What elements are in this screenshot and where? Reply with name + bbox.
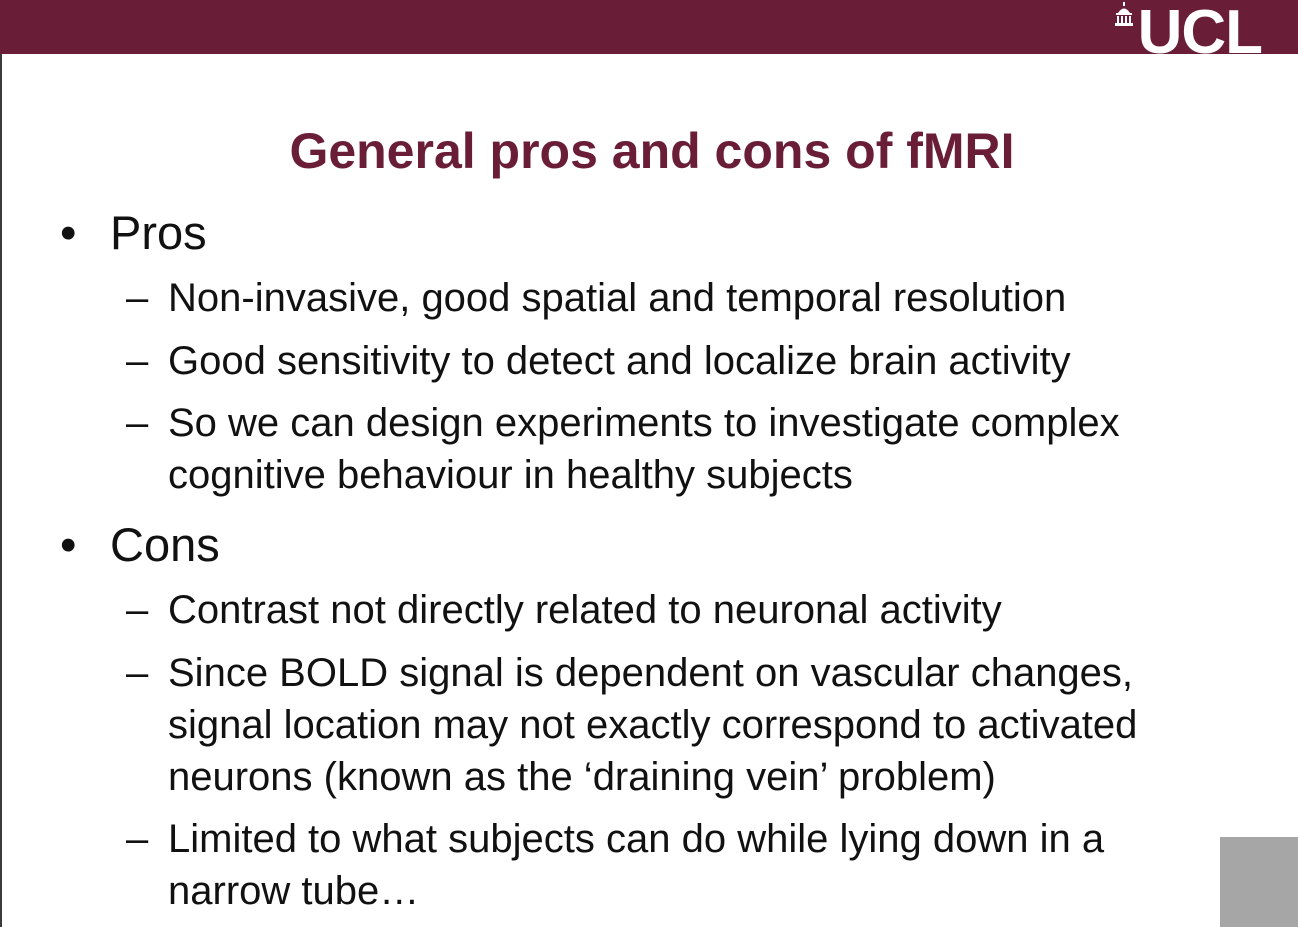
list-item [126, 647, 1236, 803]
slide-nav-overlay [1220, 837, 1298, 927]
list-item [126, 272, 1236, 324]
list-item-text: So we can design experiments to investigate complex cognitive behaviour in healthy subjects [168, 401, 1120, 497]
list-item-text: Since BOLD signal is dependent on vascular changes, signal location may not exactly correspond to activated neurons (known as the ‘draining vein’ problem) [168, 651, 1138, 799]
ucl-logo [1114, 0, 1262, 54]
list-item [126, 397, 1236, 501]
list-item-text: Limited to what subjects can do while lying down in a narrow tube… [168, 817, 1105, 913]
dash-marker: – [126, 339, 149, 383]
dash-marker: – [126, 401, 149, 445]
bullet-cons [60, 518, 220, 572]
dash-marker: – [126, 588, 149, 632]
bullet-dot: • [60, 518, 77, 571]
dash-marker: – [126, 817, 149, 861]
header-bar [0, 0, 1298, 54]
logo-text: UCL [1137, 0, 1262, 54]
dash-marker: – [126, 651, 149, 695]
list-item [126, 335, 1236, 387]
list-item [126, 813, 1236, 917]
list-item-text: Good sensitivity to detect and localize brain activity [168, 339, 1071, 383]
bullet-heading: Cons [110, 518, 220, 571]
bullet-dot: • [60, 206, 77, 259]
dash-marker: – [126, 276, 149, 320]
bullet-pros [60, 206, 207, 260]
list-item-text: Contrast not directly related to neuronal activity [168, 588, 1002, 632]
list-item-text: Non-invasive, good spatial and temporal resolution [168, 276, 1067, 320]
portico-dome-icon [1114, 2, 1134, 28]
list-item [126, 584, 1236, 636]
bullet-heading: Pros [110, 206, 207, 259]
slide-title: General pros and cons of fMRI [289, 123, 1015, 179]
